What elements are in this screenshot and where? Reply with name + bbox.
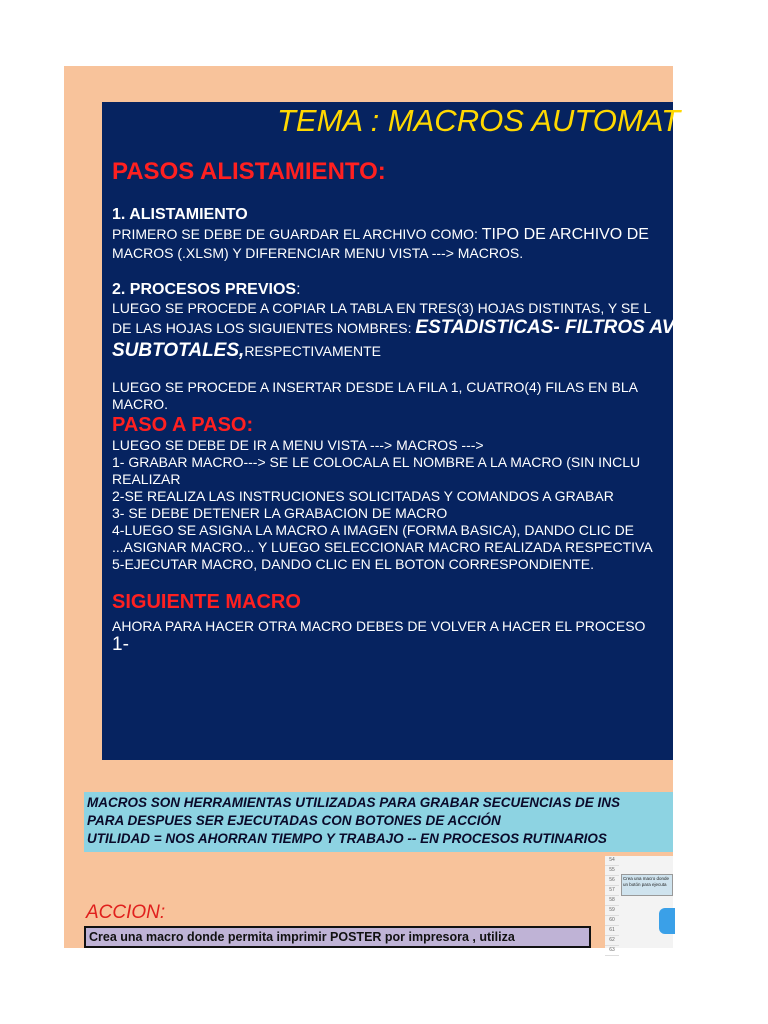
step-line: 2-SE REALIZA LAS INSTRUCIONES SOLICITADAS Y COMANDOS A GRABAR (112, 488, 614, 504)
pasos-heading: PASOS ALISTAMIENTO: (112, 158, 386, 185)
row-number: 57 (605, 886, 619, 896)
respectivamente-text: RESPECTIVAMENTE (244, 343, 381, 359)
procesos-line-1: LUEGO SE PROCEDE A COPIAR LA TABLA EN TRES(3) HOJAS DISTINTAS, Y SE L (112, 300, 652, 316)
procesos-line-2 (112, 319, 674, 337)
procesos-colon: : (296, 281, 301, 298)
accion-instruction-box: Crea una macro donde permita imprimir POSTER por impresora , utiliza (84, 926, 591, 948)
row-number: 54 (605, 856, 619, 866)
procesos-heading (112, 281, 301, 298)
definition-line: UTILIDAD = NOS AHORRAN TIEMPO Y TRABAJO -- EN PROCESOS RUTINARIOS (87, 831, 607, 846)
row-number: 55 (605, 866, 619, 876)
row-number: 59 (605, 906, 619, 916)
instructions-panel (102, 102, 681, 760)
mini-note-line: un botón para ejecuta (623, 882, 667, 887)
row-number: 62 (605, 936, 619, 946)
step-line: 1- GRABAR MACRO---> SE LE COLOCALA EL NOMBRE A LA MACRO (SIN INCLU (112, 454, 641, 470)
step-line: REALIZAR (112, 471, 181, 487)
twitter-icon (659, 908, 675, 934)
spreadsheet-page (64, 66, 681, 953)
mini-note (621, 874, 673, 896)
procesos-line-2-text: DE LAS HOJAS LOS SIGUIENTES NOMBRES: (112, 320, 416, 336)
alistamiento-line-2: MACROS (.XLSM) Y DIFERENCIAR MENU VISTA ---> MACROS. (112, 245, 524, 261)
subtotales-text: SUBTOTALES, (112, 340, 245, 361)
sheet-names-text: ESTADISTICAS- FILTROS AV (415, 317, 675, 338)
accion-label: ACCION: (86, 902, 166, 923)
page-title: TEMA : MACROS AUTOMAT (277, 103, 681, 138)
mini-note-line: Crea una macro donde (623, 876, 670, 881)
row-number: 61 (605, 926, 619, 936)
insertar-line-2: MACRO. (112, 396, 168, 412)
siguiente-line: AHORA PARA HACER OTRA MACRO DEBES DE VOLVER A HACER EL PROCESO (112, 618, 646, 634)
alistamiento-line-1 (112, 226, 649, 243)
definition-line: MACROS SON HERRAMIENTAS UTILIZADAS PARA GRABAR SECUENCIAS DE INS (87, 795, 621, 810)
alistamiento-heading: 1. ALISTAMIENTO (112, 206, 248, 223)
procesos-heading-text: 2. PROCESOS PREVIOS (112, 281, 297, 298)
step-line: 5-EJECUTAR MACRO, DANDO CLIC EN EL BOTON CORRESPONDIENTE. (112, 556, 595, 572)
alistamiento-line-1-text: PRIMERO SE DEBE DE GUARDAR EL ARCHIVO COMO: (112, 226, 482, 242)
embedded-screenshot-thumbnail (605, 856, 673, 953)
row-number: 56 (605, 876, 619, 886)
procesos-line-3 (112, 342, 381, 360)
definition-line: PARA DESPUES SER EJECUTADAS CON BOTONES DE ACCIÓN (87, 813, 501, 828)
siguiente-number: 1- (112, 634, 129, 655)
step-line: ...ASIGNAR MACRO... Y LUEGO SELECCIONAR MACRO REALIZADA RESPECTIVA (112, 539, 653, 555)
row-number: 58 (605, 896, 619, 906)
insertar-line-1: LUEGO SE PROCEDE A INSERTAR DESDE LA FILA 1, CUATRO(4) FILAS EN BLA (112, 379, 638, 395)
paso-a-paso-heading: PASO A PASO: (112, 414, 254, 436)
row-number-column (605, 856, 619, 956)
siguiente-macro-heading: SIGUIENTE MACRO (112, 591, 301, 613)
step-line: 3- SE DEBE DETENER LA GRABACION DE MACRO (112, 505, 448, 521)
row-number: 63 (605, 946, 619, 956)
row-number: 60 (605, 916, 619, 926)
file-type-text: TIPO DE ARCHIVO DE (481, 226, 649, 243)
step-line: LUEGO SE DEBE DE IR A MENU VISTA ---> MACROS ---> (112, 437, 484, 453)
step-line: 4-LUEGO SE ASIGNA LA MACRO A IMAGEN (FORMA BASICA), DANDO CLIC DE (112, 522, 635, 538)
definition-band (84, 792, 673, 852)
